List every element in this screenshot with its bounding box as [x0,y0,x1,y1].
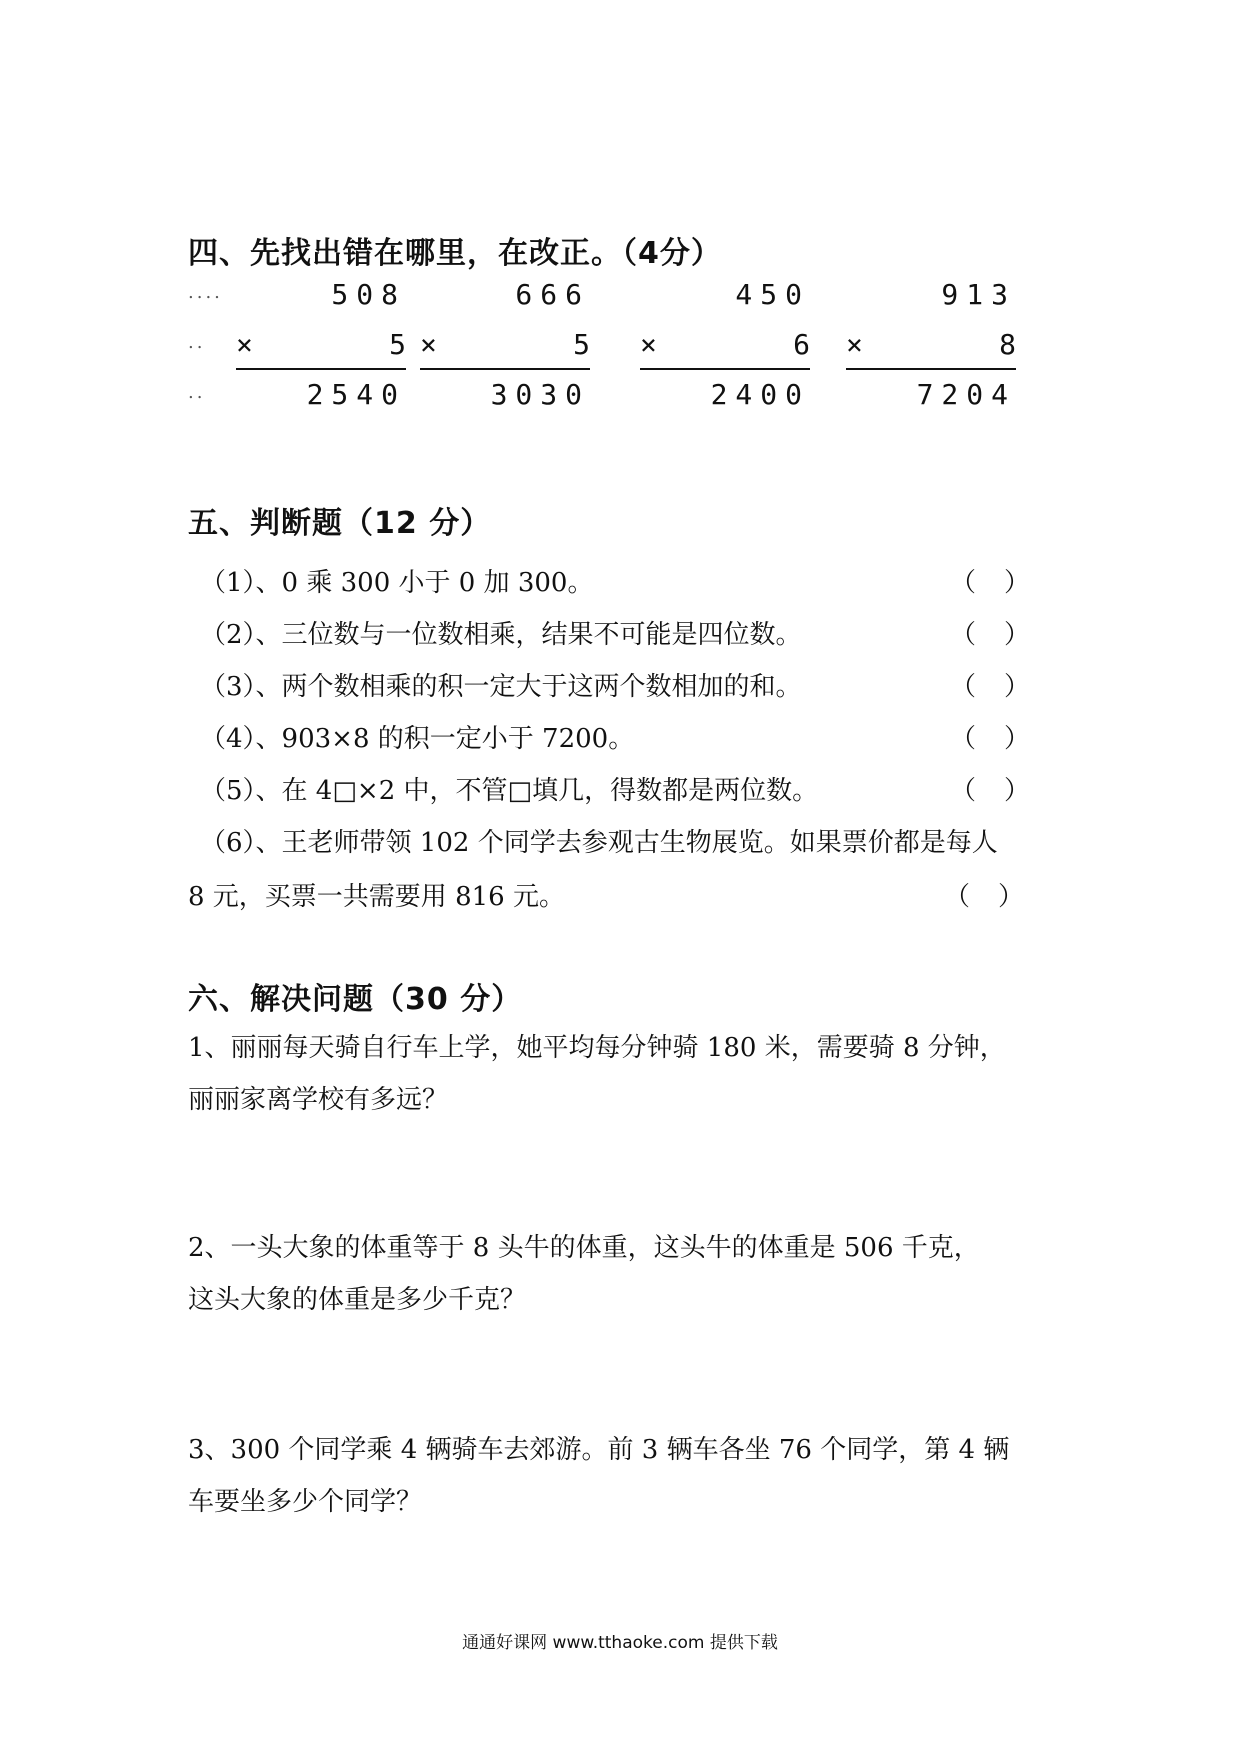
calc-multiplier: 8 [999,328,1016,361]
calc-result: 3030 [490,378,590,411]
calc-multiply-row [846,320,1016,370]
calc-problem-1 [236,270,406,420]
judge-item-2: （2）、三位数与一位数相乘，结果不可能是四位数。 [200,620,802,650]
section-6-heading: 六、解决问题（30 分） [188,982,523,1017]
problem-3-line-2: 车要坐多少个同学？ [188,1487,423,1517]
calc-top: 666 [515,278,590,311]
problem-3-line-1: 3、300 个同学乘 4 辆骑车去郊游。前 3 辆车各坐 76 个同学，第 4 辆 [188,1435,1010,1465]
margin-dots: .. [188,382,206,403]
judge-item-3: （3）、两个数相乘的积一定大于这两个数相加的和。 [200,672,802,702]
calc-result: 2540 [306,378,406,411]
calc-multiplier: 5 [389,328,406,361]
calc-result: 2400 [710,378,810,411]
footer-text: 通通好课网 www.tthaoke.com 提供下载 [462,1633,778,1653]
answer-parentheses[interactable]: （ ） [950,724,1030,754]
section-5-heading: 五、判断题（12 分） [188,506,492,541]
calc-top: 913 [941,278,1016,311]
calc-multiply-row [236,320,406,370]
calc-result: 7204 [916,378,1016,411]
times-sign: × [846,328,863,361]
judge-item-5: （5）、在 4□×2 中，不管□填几，得数都是两位数。 [200,776,819,806]
judge-item-6-line-1: （6）、王老师带领 102 个同学去参观古生物展览。如果票价都是每人 [200,828,998,858]
answer-parentheses[interactable]: （ ） [950,672,1030,702]
problem-2 [188,1222,1068,1326]
calc-top: 450 [735,278,810,311]
answer-parentheses[interactable]: （ ） [950,568,1030,598]
margin-dots: .. [188,332,206,353]
answer-parentheses[interactable]: （ ） [944,882,1024,912]
problem-1 [188,1022,1068,1126]
answer-parentheses[interactable]: （ ） [950,776,1030,806]
problem-1-line-2: 丽丽家离学校有多远？ [188,1085,449,1115]
calc-multiply-row [640,320,810,370]
calc-problem-4 [846,270,1016,420]
problem-1-line-1: 1、丽丽每天骑自行车上学，她平均每分钟骑 180 米，需要骑 8 分钟， [188,1033,1006,1063]
judge-item-6-line-2: 8 元，买票一共需要用 816 元。 [188,882,565,912]
times-sign: × [420,328,437,361]
calc-multiply-row [420,320,590,370]
answer-parentheses[interactable]: （ ） [950,620,1030,650]
calc-problem-2 [420,270,590,420]
calc-multiplier: 5 [573,328,590,361]
calc-top: 508 [331,278,406,311]
judge-item-4: （4）、903×8 的积一定小于 7200。 [200,724,635,754]
margin-dots: .... [188,282,223,303]
times-sign: × [640,328,657,361]
times-sign: × [236,328,253,361]
calc-problem-3 [640,270,810,420]
judge-item-1: （1）、0 乘 300 小于 0 加 300。 [200,568,594,598]
problem-2-line-1: 2、一头大象的体重等于 8 头牛的体重，这头牛的体重是 506 千克， [188,1233,980,1263]
calc-multiplier: 6 [793,328,810,361]
problem-2-line-2: 这头大象的体重是多少千克？ [188,1285,527,1315]
problem-3 [188,1424,1068,1528]
section-4-heading: 四、先找出错在哪里，在改正。（4分） [188,236,722,271]
